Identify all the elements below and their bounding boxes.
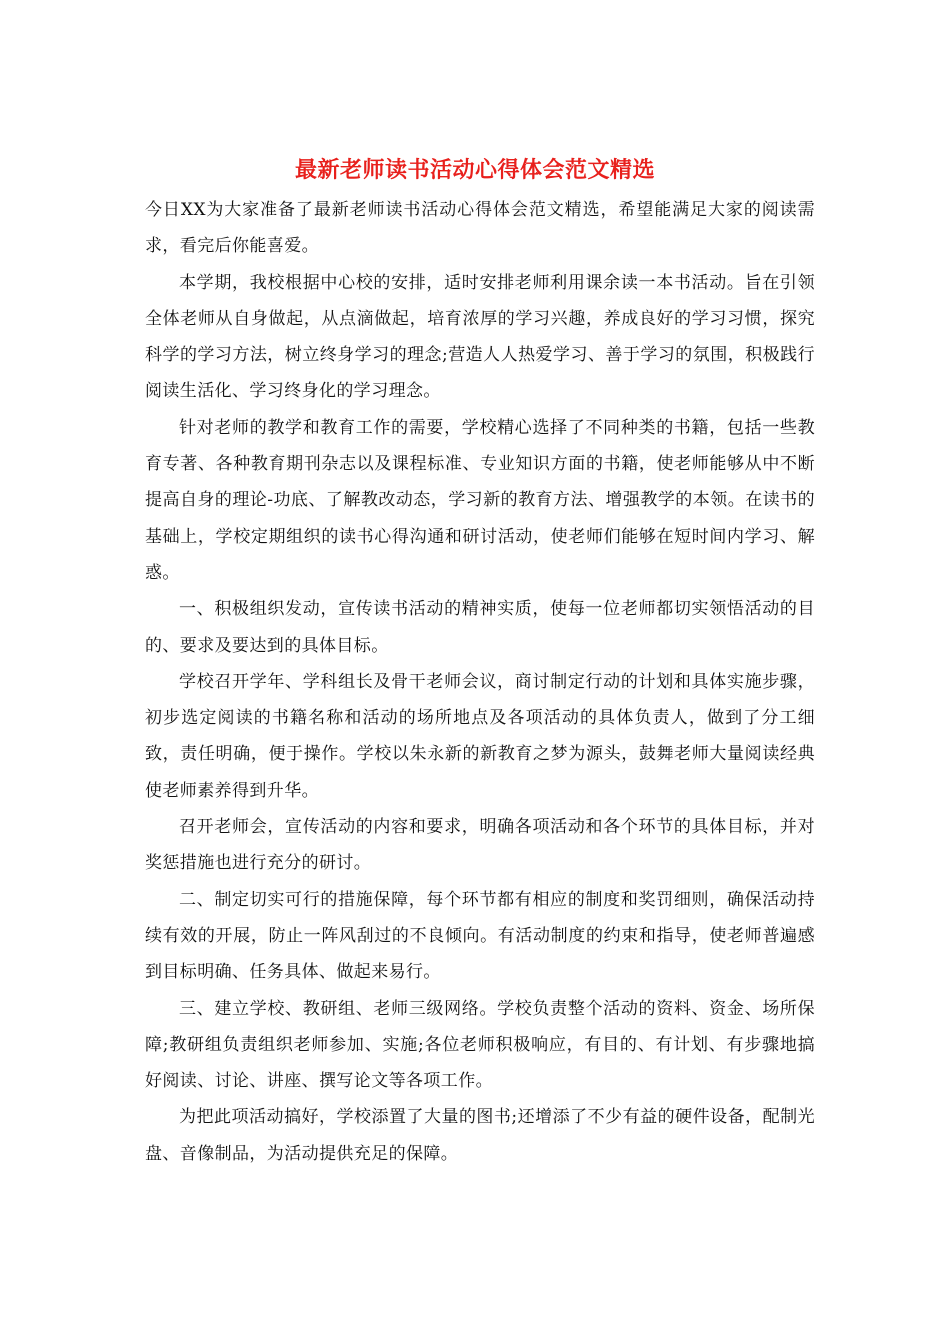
paragraph-books: 针对老师的教学和教育工作的需要，学校精心选择了不同种类的书籍，包括一些教育专著、各种教育期刊杂志以及课程标准、专业知识方面的书籍，使老师能够从中不断提高自身的理论-功底、了解教改动态，学习新的教育方法、增强教学的本领。在读书的基础上，学校定期组织的读书心得沟通和研讨活动，使老师们能够在短时间内学习、解惑。: [145, 417, 815, 583]
paragraph-intro: 今日XX为大家准备了最新老师读书活动心得体会范文精选，希望能满足大家的阅读需求，看完后你能喜爱。: [145, 200, 815, 257]
paragraph-semester: 本学期，我校根据中心校的安排，适时安排老师利用课余读一本书活动。旨在引领全体老师从自身做起，从点滴做起，培育浓厚的学习兴趣，养成良好的学习习惯，探究科学的学习方法，树立终身学习的理念;营造人人热爱学习、善于学习的氛围，积极践行阅读生活化、学习终身化的学习理念。: [145, 272, 815, 402]
paragraph-teacher-meeting: 召开老师会，宣传活动的内容和要求，明确各项活动和各个环节的具体目标，并对奖惩措施也进行充分的研讨。: [145, 817, 815, 874]
paragraph-section-one: 一、积极组织发动，宣传读书活动的精神实质，使每一位老师都切实领悟活动的目的、要求及要达到的具体目标。: [145, 599, 815, 656]
paragraph-resources: 为把此项活动搞好，学校添置了大量的图书;还增添了不少有益的硬件设备，配制光盘、音像制品，为活动提供充足的保障。: [145, 1107, 815, 1164]
document-title: 最新老师读书活动心得体会范文精选: [294, 157, 655, 183]
paragraph-section-two: 二、制定切实可行的措施保障，每个环节都有相应的制度和奖罚细则，确保活动持续有效的开展，防止一阵风刮过的不良倾向。有活动制度的约束和指导，使老师普遍感到目标明确、任务具体、做起来易行。: [145, 889, 815, 983]
paragraph-meeting: 学校召开学年、学科组长及骨干老师会议，商讨制定行动的计划和具体实施步骤，初步选定阅读的书籍名称和活动的场所地点及各项活动的具体负责人，做到了分工细致，责任明确，便于操作。学校以朱永新的新教育之梦为源头，鼓舞老师大量阅读经典使老师素养得到升华。: [145, 671, 815, 801]
document-body: [145, 192, 815, 1172]
paragraph-section-three: 三、建立学校、教研组、老师三级网络。学校负责整个活动的资料、资金、场所保障;教研组负责组织老师参加、实施;各位老师积极响应，有目的、有计划、有步骤地搞好阅读、讨论、讲座、撰写论文等各项工作。: [145, 998, 815, 1092]
